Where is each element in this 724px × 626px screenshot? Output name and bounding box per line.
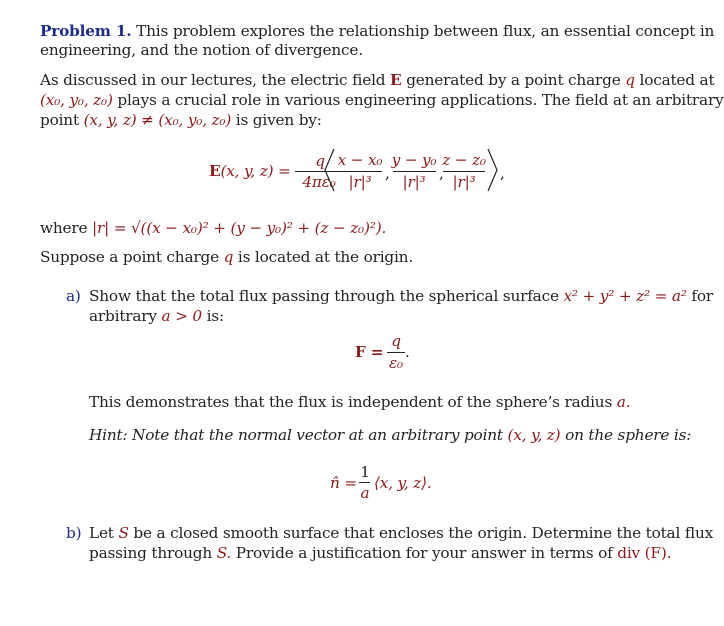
coef-denominator: 4πε₀ (302, 173, 336, 191)
suppose-line (40, 247, 413, 267)
suppose-text: is located at the origin. (237, 248, 413, 266)
para2-text: located at (639, 71, 715, 89)
part-a-line-2 (89, 306, 224, 326)
field-lhs-bold: E (209, 162, 221, 180)
para2-line-1 (40, 70, 714, 90)
problem-intro-line-2 (40, 40, 363, 60)
coef-numerator: q (315, 152, 325, 170)
where-prefix: where (40, 219, 88, 237)
component-3-numerator: z − z₀ (442, 151, 486, 169)
para2-text: is given by: (235, 111, 322, 129)
flux-lhs: F = (355, 343, 384, 361)
intro-text-1: This problem explores the relationship between flux, an essential concept in (136, 22, 715, 40)
radius-symbol: a. (616, 393, 631, 411)
para2-text: plays a crucial role in various engineering applications. The field at an arbitrary (117, 91, 724, 109)
component-1-denominator: |r|³ (348, 173, 372, 191)
radius-definition: |r| = √((x − x₀)² + (y − y₀)² + (z − z₀)²). (92, 219, 387, 237)
right-angle-bracket (486, 147, 500, 193)
para2-line-3 (40, 110, 322, 130)
charge-symbol: q (223, 248, 234, 266)
component-2-numerator: y − y₀ (391, 151, 437, 169)
problem-intro-line-1 (40, 21, 714, 41)
flux-period: . (405, 343, 410, 361)
part-a-text: for (691, 287, 713, 305)
part-a-text: arbitrary (89, 307, 157, 325)
comma-1: , (385, 164, 390, 182)
left-angle-bracket (322, 147, 336, 193)
para2-text: point (40, 111, 79, 129)
component-1-numerator: x − x₀ (337, 151, 383, 169)
part-a-label: a) (66, 287, 81, 305)
part-b-text: Provide a justification for your answer in terms of (235, 544, 613, 562)
radius-condition: a > 0 (161, 307, 202, 325)
flux-denominator: ε₀ (389, 354, 403, 372)
divergence-expression: div (F). (617, 544, 672, 562)
field-lhs (209, 161, 291, 181)
para2-line-2 (40, 90, 724, 110)
where-line (40, 218, 386, 238)
part-a-text: Show that the total flux passing through the spherical surface (89, 287, 559, 305)
part-a-text: is: (206, 307, 224, 325)
para2-text: As discussed in our lectures, the electric field (40, 71, 386, 89)
problem-label: Problem 1. (40, 22, 132, 40)
demonstration-text: This demonstrates that the flux is independent of the sphere’s radius (89, 393, 613, 411)
hint-point: (x, y, z) (507, 426, 561, 444)
part-b-label: b) (66, 524, 82, 542)
normal-lhs: n̂ = (330, 474, 357, 492)
para2-text: generated by a point charge (406, 71, 621, 89)
surface-symbol: S (118, 524, 129, 542)
part-b-text: Let (89, 524, 114, 542)
equation-trailing-comma: , (500, 164, 505, 182)
component-3-denominator: |r|³ (452, 173, 476, 191)
surface-symbol: S. (216, 544, 232, 562)
field-symbol: E (390, 71, 402, 89)
part-b-line-1 (89, 523, 713, 543)
hint-text: Hint: Note that the normal vector at an arbitrary point (89, 426, 503, 444)
demonstration-line (89, 392, 630, 412)
intro-text-2: engineering, and the notion of divergence. (40, 41, 363, 59)
sphere-equation: x² + y² + z² = a² (563, 287, 687, 305)
flux-numerator: q (391, 332, 401, 350)
hint-text: on the sphere is: (565, 426, 692, 444)
part-b-text: be a closed smooth surface that encloses the origin. Determine the total flux (133, 524, 714, 542)
normal-vector: ⟨x, y, z⟩. (374, 474, 432, 492)
component-2-denominator: |r|³ (402, 173, 426, 191)
point-condition: (x, y, z) ≠ (x₀, y₀, z₀) (83, 111, 232, 129)
normal-denominator: a (360, 484, 370, 502)
charge-symbol: q (625, 71, 635, 89)
hint-line (89, 425, 691, 445)
charge-location: (x₀, y₀, z₀) (40, 91, 113, 109)
suppose-text: Suppose a point charge (40, 248, 219, 266)
part-a-line-1 (89, 286, 713, 306)
part-b-line-2 (89, 543, 671, 563)
part-b-text: passing through (89, 544, 213, 562)
comma-2: , (439, 164, 444, 182)
field-lhs-rest: (x, y, z) = (220, 162, 291, 180)
normal-numerator: 1 (360, 463, 370, 481)
